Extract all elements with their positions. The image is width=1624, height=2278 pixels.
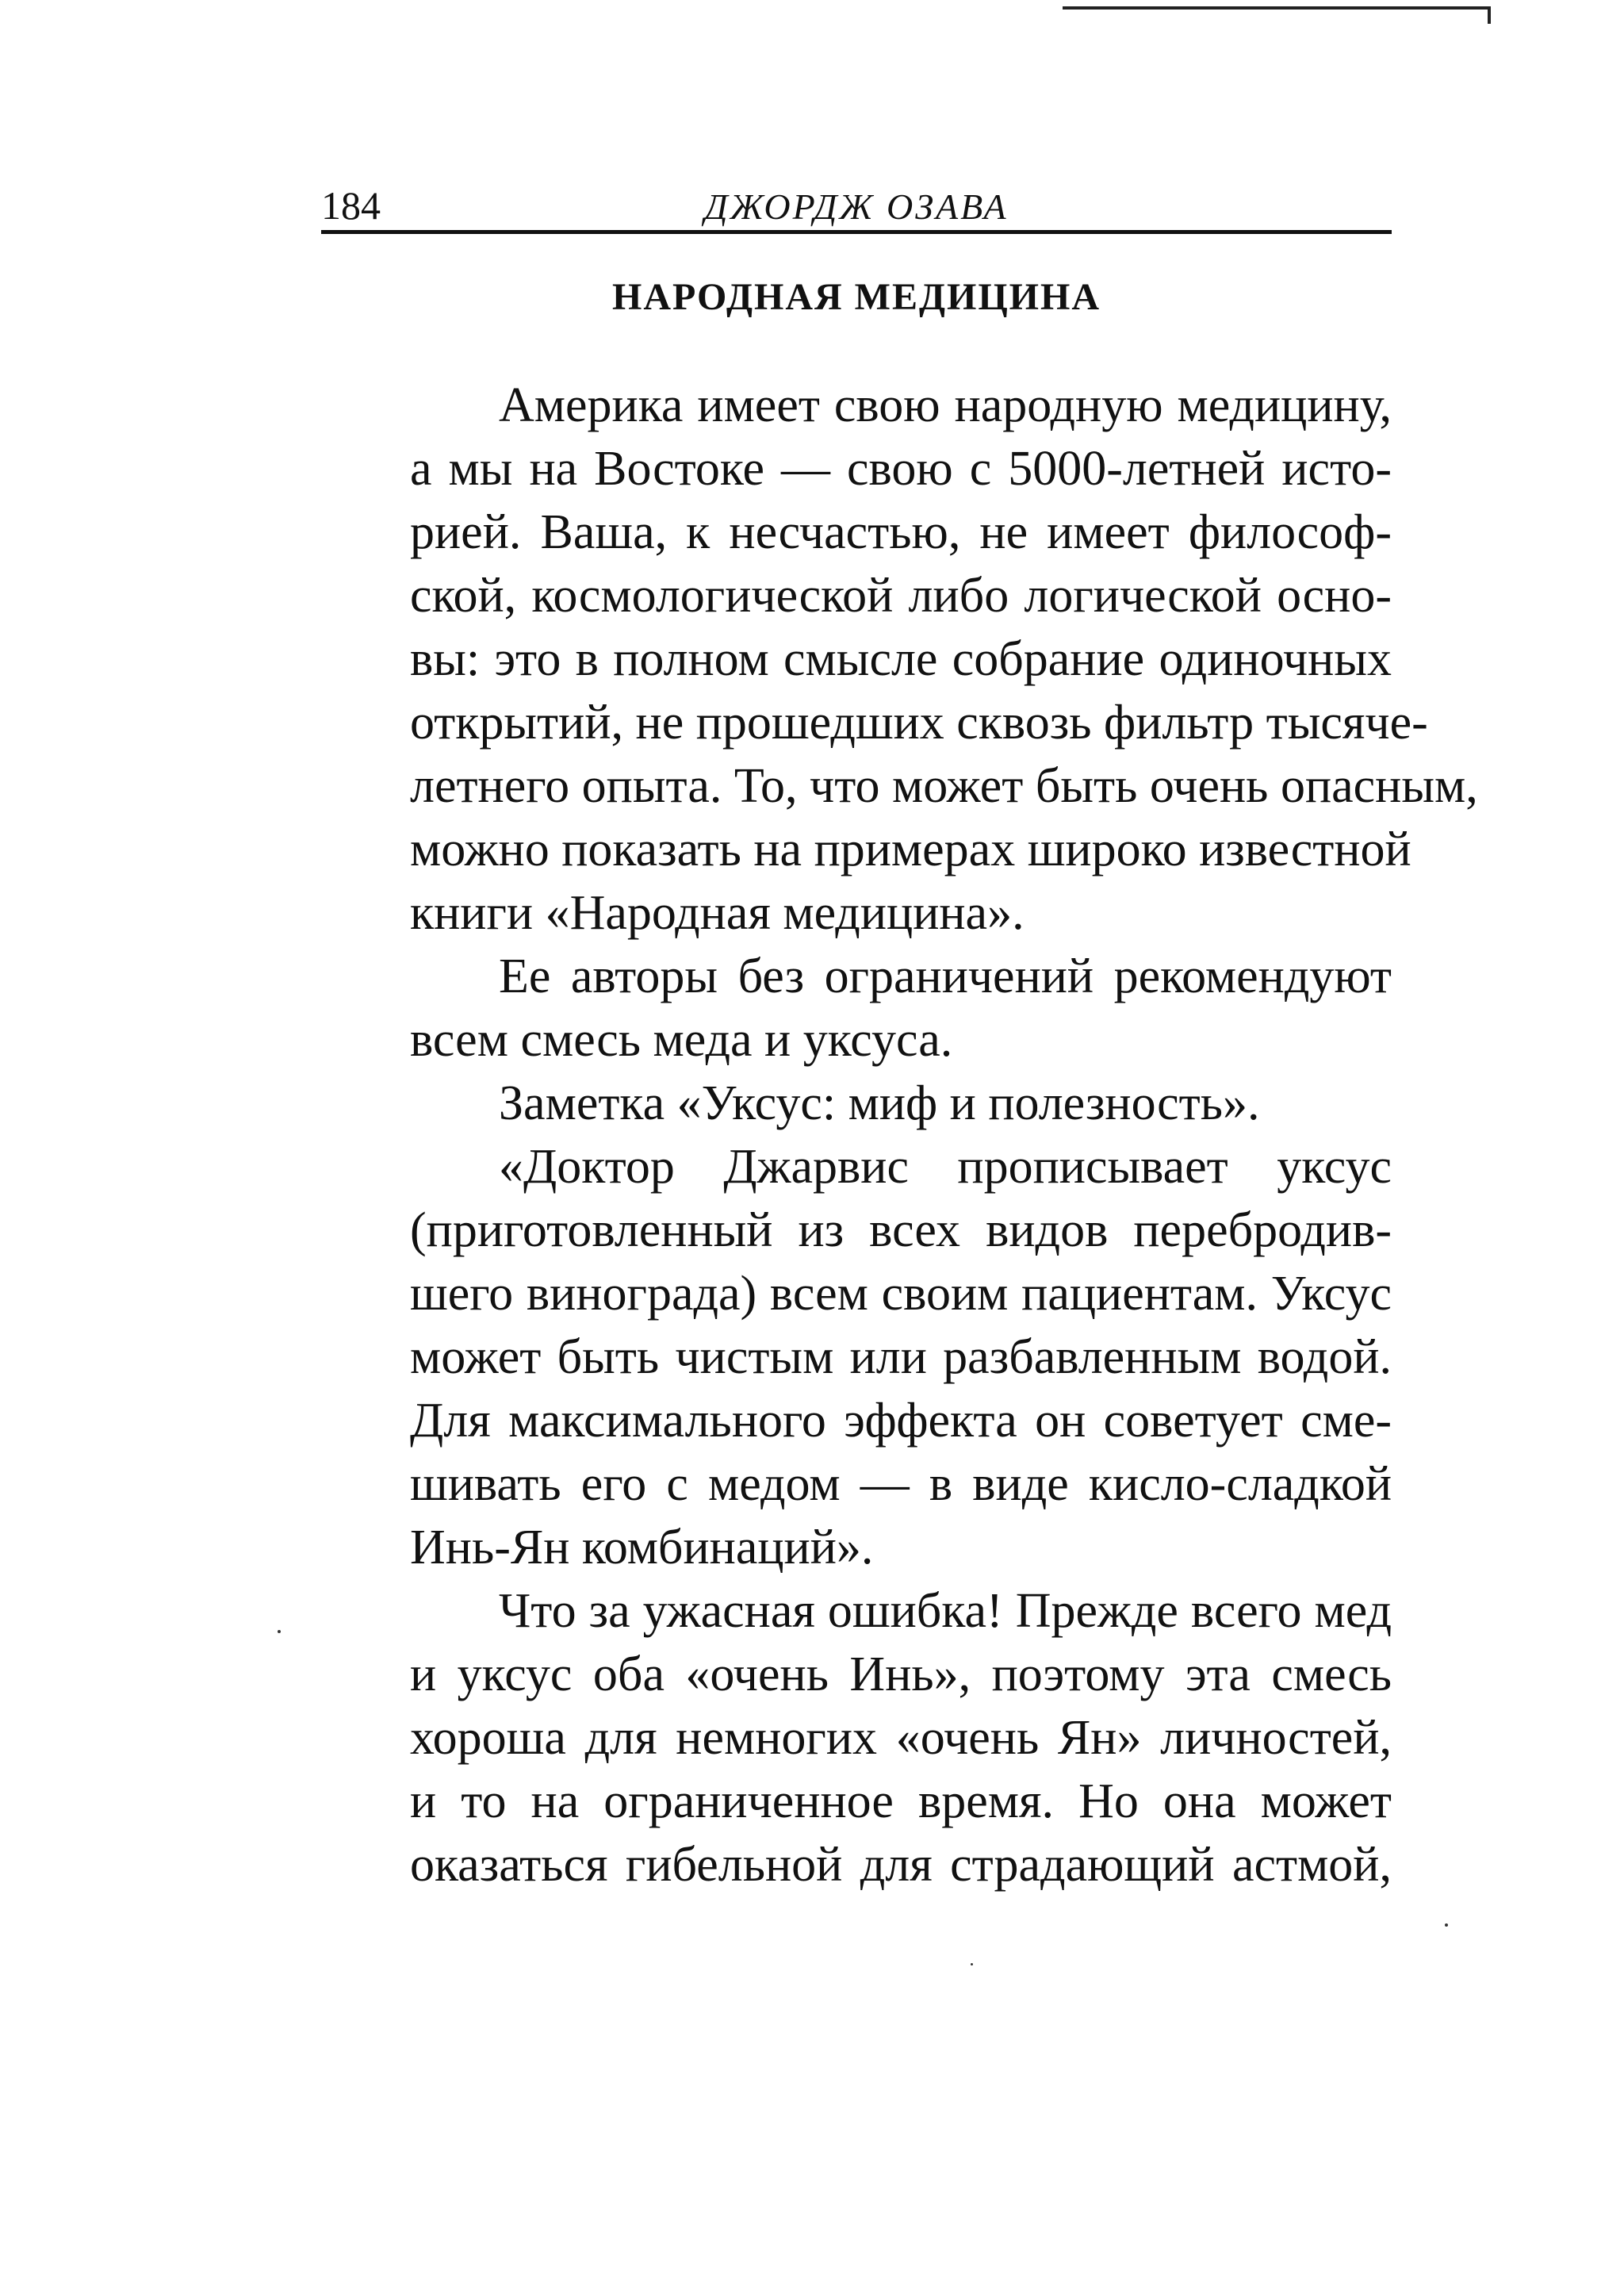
- text-line: можно показать на примерах широко известной: [410, 823, 1411, 876]
- text-line: а мы на Востоке — свою с 5000-летней исто-: [410, 442, 1392, 496]
- text-line: Америка имеет свою народную медицину,: [499, 378, 1392, 432]
- text-line: Ее авторы без ограничений рекомендуют: [499, 949, 1392, 1003]
- text-line: ской, космологической либо логической осно-: [410, 569, 1392, 623]
- scan-edge-mark: [1063, 6, 1491, 10]
- text-line: и уксус оба «очень Инь», поэтому эта смесь: [410, 1647, 1392, 1701]
- text-line: и то на ограниченное время. Но она может: [410, 1774, 1392, 1828]
- section-title: НАРОДНАЯ МЕДИЦИНА: [611, 276, 1101, 318]
- text-line: Для максимального эффекта он советует сме-: [410, 1394, 1392, 1448]
- text-line: «Доктор Джарвис прописывает уксус: [499, 1140, 1392, 1194]
- page-number: 184: [321, 183, 381, 228]
- text-line: Инь-Ян комбинаций».: [410, 1521, 874, 1574]
- text-line: книги «Народная медицина».: [410, 886, 1025, 940]
- paragraph-3: [321, 1072, 1392, 1135]
- text-line: (приготовленный из всех видов перебродив-: [410, 1203, 1392, 1257]
- running-head-author: ДЖОРДЖ ОЗАВА: [704, 186, 1009, 227]
- text-line: может быть чистым или разбавленным водой.: [410, 1330, 1392, 1384]
- running-head: [321, 174, 1392, 234]
- text-line: рией. Ваша, к несчастью, не имеет философ-: [410, 505, 1392, 559]
- text-line: Заметка «Уксус: миф и полезность».: [499, 1076, 1260, 1130]
- text-line: шего винограда) всем своим пациентам. Уксус: [410, 1267, 1392, 1321]
- paragraph-2: [321, 945, 1392, 1072]
- text-line: хороша для немногих «очень Ян» личностей,: [410, 1711, 1392, 1765]
- paragraph-5: [321, 1579, 1392, 1896]
- text-line: летнего опыта. То, что может быть очень опасным,: [410, 759, 1478, 813]
- scan-speck: [278, 1630, 281, 1633]
- paragraph-1: [321, 374, 1478, 945]
- paragraph-4: [321, 1135, 1392, 1579]
- text-line: открытий, не прошедших сквозь фильтр тысяче-: [410, 696, 1428, 750]
- text-line: вы: это в полном смысле собрание одиночных: [410, 632, 1392, 686]
- text-line: всем смесь меда и уксуса.: [410, 1013, 953, 1067]
- book-page: [321, 174, 1478, 1896]
- text-line: шивать его с медом — в виде кисло-сладкой: [410, 1457, 1392, 1511]
- body-text: [321, 374, 1478, 1896]
- text-line: Что за ужасная ошибка! Прежде всего мед: [499, 1584, 1392, 1638]
- text-line: оказаться гибельной для страдающий астмой,: [410, 1838, 1392, 1892]
- scan-speck: [1445, 1923, 1448, 1927]
- scan-speck: [971, 1963, 973, 1965]
